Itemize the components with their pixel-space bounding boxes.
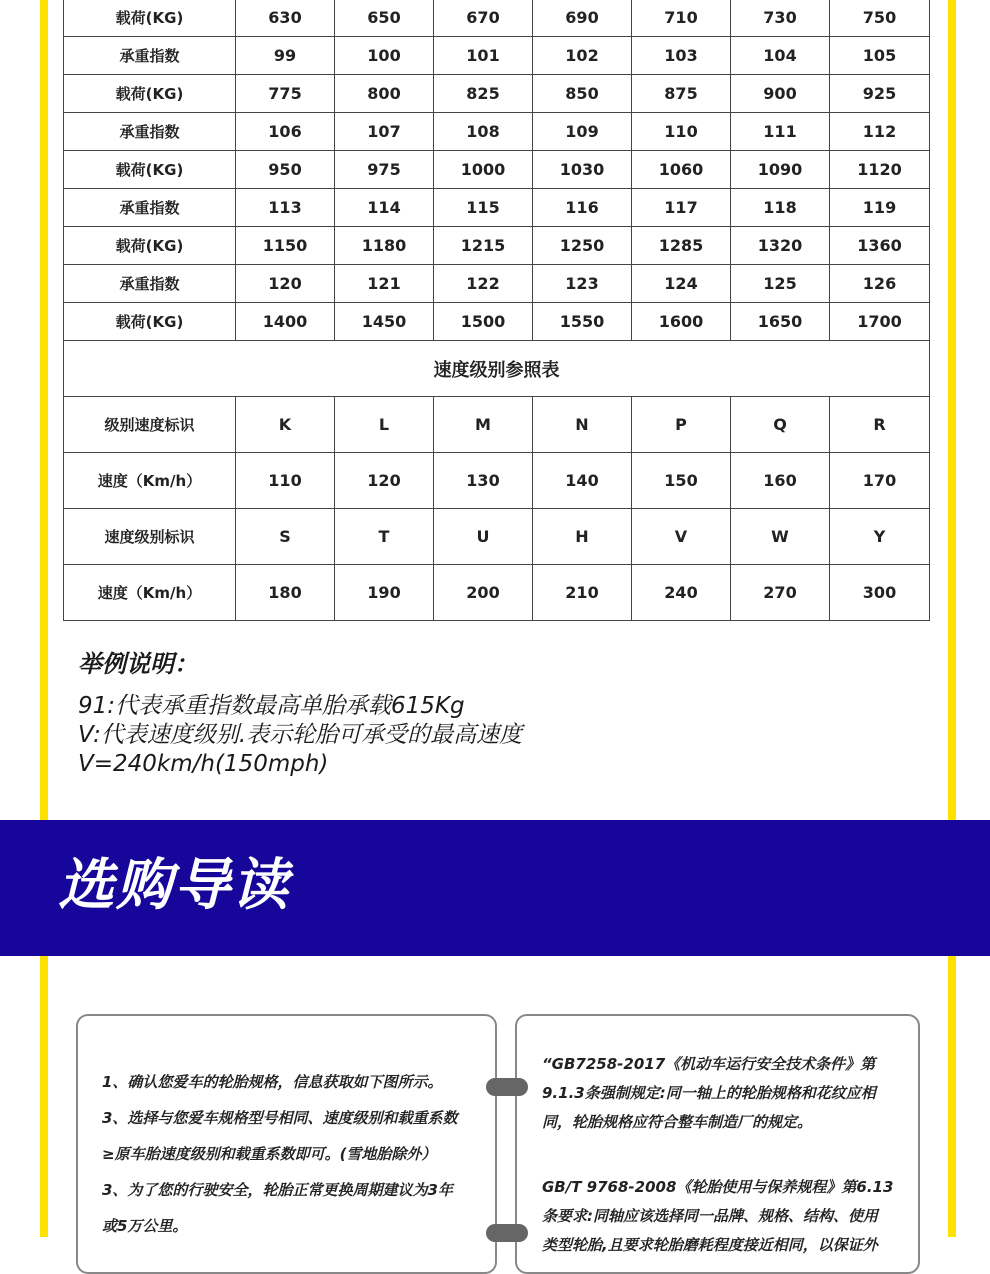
load-table-row	[64, 151, 930, 189]
table-cell: 1285	[632, 227, 731, 265]
table-cell: 140	[533, 453, 632, 509]
table-cell: 110	[632, 113, 731, 151]
table-cell: 1180	[335, 227, 434, 265]
guide-card-right	[515, 1014, 920, 1274]
example-line-speed: V:代表速度级别.表示轮胎可承受的最高速度	[78, 722, 523, 748]
table-cell: 710	[632, 0, 731, 37]
guide-card-right-text	[542, 1050, 893, 1260]
table-cell: 850	[533, 75, 632, 113]
table-cell: H	[533, 509, 632, 565]
table-cell: V	[632, 509, 731, 565]
example-line-value: V=240km/h(150mph)	[78, 751, 329, 777]
regulation-line: 条要求:同轴应该选择同一品牌、规格、结构、使用	[542, 1207, 879, 1225]
speed-rating-table	[63, 340, 930, 621]
table-cell: 650	[335, 0, 434, 37]
table-cell: 1400	[236, 303, 335, 341]
table-cell: 130	[434, 453, 533, 509]
row-label: 载荷(KG)	[64, 303, 236, 341]
guide-line: 3、为了您的行驶安全，轮胎正常更换周期建议为3年	[102, 1181, 453, 1199]
speed-table-row	[64, 565, 930, 621]
speed-table-row	[64, 453, 930, 509]
table-cell: T	[335, 509, 434, 565]
table-cell: 124	[632, 265, 731, 303]
table-cell: 1600	[632, 303, 731, 341]
load-table-row	[64, 227, 930, 265]
table-cell: 102	[533, 37, 632, 75]
table-cell: 120	[335, 453, 434, 509]
row-label: 承重指数	[64, 113, 236, 151]
table-cell: 1250	[533, 227, 632, 265]
table-cell: 115	[434, 189, 533, 227]
table-cell: W	[731, 509, 830, 565]
table-cell: 107	[335, 113, 434, 151]
table-cell: 103	[632, 37, 731, 75]
table-cell: 119	[830, 189, 930, 227]
table-cell: 112	[830, 113, 930, 151]
table-cell: 875	[632, 75, 731, 113]
table-cell: 690	[533, 0, 632, 37]
table-cell: 630	[236, 0, 335, 37]
table-cell: 106	[236, 113, 335, 151]
table-cell: K	[236, 397, 335, 453]
table-cell: 825	[434, 75, 533, 113]
speed-table-row	[64, 509, 930, 565]
table-cell: M	[434, 397, 533, 453]
row-label: 载荷(KG)	[64, 75, 236, 113]
table-cell: 210	[533, 565, 632, 621]
table-cell: Q	[731, 397, 830, 453]
table-cell: 1150	[236, 227, 335, 265]
table-cell: 1215	[434, 227, 533, 265]
table-cell: Y	[830, 509, 930, 565]
regulation-line: 类型轮胎,且要求轮胎磨耗程度接近相同，以保证外	[542, 1236, 878, 1254]
regulation-line: GB/T 9768-2008《轮胎使用与保养规程》第6.13	[542, 1178, 894, 1196]
table-cell: 1360	[830, 227, 930, 265]
table-cell: N	[533, 397, 632, 453]
table-cell: 1500	[434, 303, 533, 341]
table-cell: 200	[434, 565, 533, 621]
speed-table-title-row	[64, 341, 930, 397]
table-cell: 1030	[533, 151, 632, 189]
table-cell: U	[434, 509, 533, 565]
table-cell: 113	[236, 189, 335, 227]
table-cell: 900	[731, 75, 830, 113]
table-cell: L	[335, 397, 434, 453]
load-table-row	[64, 303, 930, 341]
example-line-load: 91:代表承重指数最高单胎承载615Kg	[78, 693, 465, 719]
table-cell: 114	[335, 189, 434, 227]
table-cell: 1120	[830, 151, 930, 189]
table-cell: 105	[830, 37, 930, 75]
row-label: 载荷(KG)	[64, 0, 236, 37]
load-index-table	[63, 0, 930, 341]
load-table-row	[64, 113, 930, 151]
table-cell: 121	[335, 265, 434, 303]
table-cell: 300	[830, 565, 930, 621]
load-table-row	[64, 37, 930, 75]
table-cell: 117	[632, 189, 731, 227]
table-cell: 730	[731, 0, 830, 37]
guide-line: 或5万公里。	[102, 1217, 188, 1235]
table-cell: 1650	[731, 303, 830, 341]
table-cell: 975	[335, 151, 434, 189]
row-label: 速度级别标识	[64, 509, 236, 565]
table-cell: 109	[533, 113, 632, 151]
guide-line: 1、确认您爱车的轮胎规格，信息获取如下图所示。	[102, 1073, 443, 1091]
paragraph-gap	[542, 1137, 893, 1173]
row-label: 承重指数	[64, 37, 236, 75]
table-cell: 170	[830, 453, 930, 509]
table-cell: 1700	[830, 303, 930, 341]
table-cell: 125	[731, 265, 830, 303]
right-yellow-border	[948, 0, 956, 820]
table-cell: 118	[731, 189, 830, 227]
example-section	[78, 646, 938, 779]
table-cell: P	[632, 397, 731, 453]
row-label: 承重指数	[64, 265, 236, 303]
guide-line: ≥原车胎速度级别和载重系数即可。(雪地胎除外）	[102, 1145, 437, 1163]
regulation-line: 9.1.3条强制规定:同一轴上的轮胎规格和花纹应相	[542, 1084, 876, 1102]
table-cell: 120	[236, 265, 335, 303]
table-cell: 240	[632, 565, 731, 621]
load-table-row	[64, 0, 930, 37]
guide-banner-title: 选购导读	[58, 853, 290, 918]
guide-line: 3、选择与您爱车规格型号相同、速度级别和载重系数	[102, 1109, 458, 1127]
guide-card-left-text	[102, 1064, 457, 1244]
table-cell: 123	[533, 265, 632, 303]
table-cell: 108	[434, 113, 533, 151]
example-title: 举例说明：	[78, 650, 198, 678]
load-table-row	[64, 265, 930, 303]
table-cell: 104	[731, 37, 830, 75]
table-cell: R	[830, 397, 930, 453]
row-label: 速度（Km/h）	[64, 565, 236, 621]
table-cell: 1060	[632, 151, 731, 189]
load-table-row	[64, 75, 930, 113]
card-connector-top	[486, 1078, 528, 1096]
table-cell: 122	[434, 265, 533, 303]
table-cell: 1090	[731, 151, 830, 189]
table-cell: 950	[236, 151, 335, 189]
table-cell: 111	[731, 113, 830, 151]
left-yellow-border	[40, 0, 48, 820]
table-cell: 775	[236, 75, 335, 113]
regulation-line: 同，轮胎规格应符合整车制造厂的规定。	[542, 1113, 813, 1131]
speed-table-row	[64, 397, 930, 453]
row-label: 承重指数	[64, 189, 236, 227]
right-yellow-border-lower	[948, 956, 956, 1237]
regulation-line: “GB7258-2017《机动车运行安全技术条件》第	[542, 1055, 876, 1073]
table-cell: 160	[731, 453, 830, 509]
guide-banner	[0, 820, 990, 956]
table-cell: 101	[434, 37, 533, 75]
load-table-row	[64, 189, 930, 227]
guide-card-left	[76, 1014, 497, 1274]
table-cell: 126	[830, 265, 930, 303]
card-connector-bottom	[486, 1224, 528, 1242]
table-cell: 1000	[434, 151, 533, 189]
table-cell: 1550	[533, 303, 632, 341]
table-cell: 110	[236, 453, 335, 509]
left-yellow-border-lower	[40, 956, 48, 1237]
speed-table-title: 速度级别参照表	[64, 341, 930, 397]
table-cell: 116	[533, 189, 632, 227]
table-cell: 180	[236, 565, 335, 621]
table-cell: 270	[731, 565, 830, 621]
table-cell: 925	[830, 75, 930, 113]
table-cell: 190	[335, 565, 434, 621]
table-cell: 750	[830, 0, 930, 37]
table-cell: 100	[335, 37, 434, 75]
table-cell: 1450	[335, 303, 434, 341]
table-cell: 670	[434, 0, 533, 37]
table-cell: S	[236, 509, 335, 565]
row-label: 载荷(KG)	[64, 227, 236, 265]
row-label: 载荷(KG)	[64, 151, 236, 189]
row-label: 级别速度标识	[64, 397, 236, 453]
row-label: 速度（Km/h）	[64, 453, 236, 509]
table-cell: 99	[236, 37, 335, 75]
table-cell: 800	[335, 75, 434, 113]
table-cell: 1320	[731, 227, 830, 265]
table-cell: 150	[632, 453, 731, 509]
